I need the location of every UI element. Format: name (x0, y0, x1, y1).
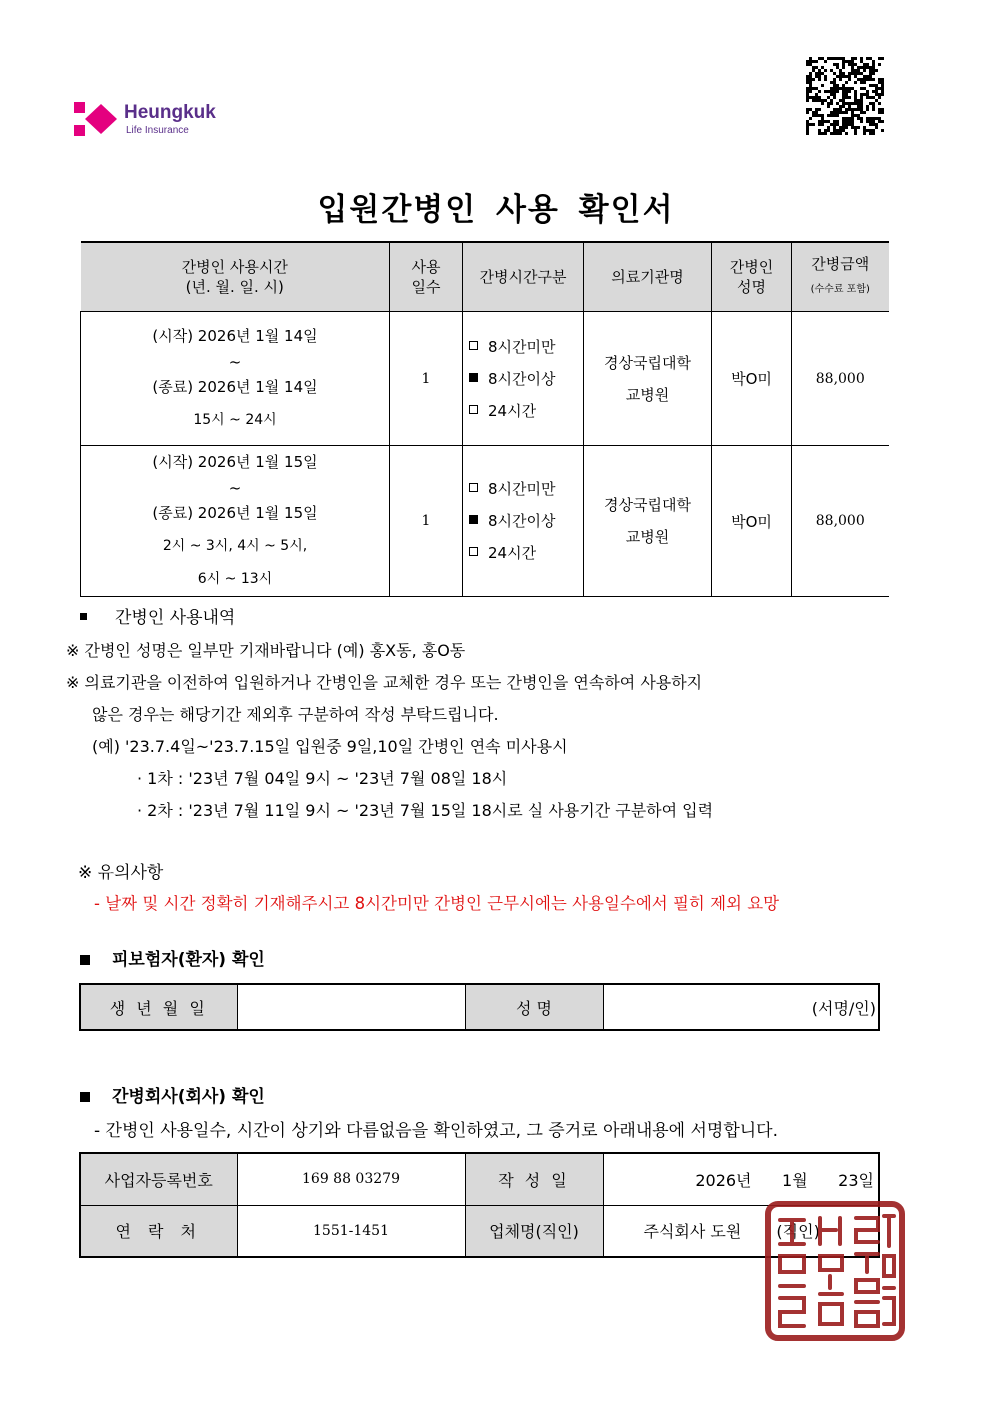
caregiver-name-cell: 박O미 (712, 312, 792, 446)
logo-brand: Heungkuk (124, 102, 216, 123)
usage-note-2a: ※ 의료기관을 이전하여 입원하거나 간병인을 교체한 경우 또는 간병인을 연속하여 사용하지 (66, 673, 703, 692)
company-logo (74, 100, 244, 140)
period-start: (시작) 2026년 1월 15일 (152, 453, 318, 471)
usage-note-1: ※ 간병인 성명은 일부만 기재바랍니다 (예) 홍X동, 홍O동 (66, 641, 466, 660)
company-confirm-table (79, 1152, 880, 1258)
logo-diamond-icon (74, 102, 118, 136)
days-cell: 1 (390, 312, 463, 446)
period-end: (종료) 2026년 1월 14일 (152, 378, 318, 396)
header-name-line2: 성명 (737, 278, 766, 296)
usage-note-2b: 않은 경우는 해당기간 제외후 구분하여 작성 부탁드립니다. (92, 705, 499, 724)
usage-example: (예) '23.7.4일~'23.7.15일 입원중 9일,10일 간병인 연속 미사용시 (92, 737, 568, 756)
header-days (390, 242, 463, 312)
period-hours: 6시 ~ 13시 (197, 571, 273, 587)
option-under-8h[interactable]: 8시간미만 (469, 331, 583, 363)
checkbox-checked-icon (469, 515, 478, 524)
bullet-square-icon (80, 1092, 90, 1102)
patient-confirm-table (79, 983, 880, 1031)
header-fee-label: 간병금액 (811, 255, 870, 273)
type-options-cell (463, 446, 584, 597)
table-row (81, 312, 889, 446)
name-label: 성 명 (465, 984, 603, 1030)
option-24h[interactable]: 24시간 (469, 395, 583, 427)
header-name-line1: 간병인 (729, 258, 774, 276)
checkbox-icon (469, 547, 478, 556)
period-start: (시작) 2026년 1월 14일 (152, 327, 318, 345)
hospital-line2: 교병원 (625, 528, 670, 546)
date-value: 2026년 1월 23일 (603, 1153, 879, 1205)
period-hours: 2시 ~ 3시, 4시 ~ 5시, (162, 538, 308, 554)
patient-heading: 피보험자(환자) 확인 (80, 945, 265, 970)
header-type: 간병시간구분 (463, 242, 584, 312)
hospital-cell (584, 446, 712, 597)
caregiver-usage-table (80, 241, 889, 597)
company-name-label: 업체명(직인) (465, 1205, 603, 1257)
checkbox-icon (469, 341, 478, 350)
logo-subtitle: Life Insurance (126, 125, 189, 136)
contact-value: 1551-1451 (237, 1205, 465, 1257)
header-period-line2: (년. 월. 일. 시) (185, 278, 284, 296)
company-name: 주식회사 도원 (643, 1222, 742, 1242)
usage-example-1: · 1차 : '23년 7월 04일 9시 ~ '23년 7월 08일 18시 (137, 769, 508, 788)
header-days-line2: 일수 (411, 278, 441, 296)
checkbox-checked-icon (469, 373, 478, 382)
option-over-8h[interactable]: 8시간이상 (469, 505, 583, 537)
period-tilde: ~ (228, 479, 242, 497)
days-cell: 1 (390, 446, 463, 597)
fee-cell: 88,000 (792, 446, 889, 597)
birth-field[interactable] (237, 984, 465, 1030)
seal-placeholder: (직인) (776, 1222, 820, 1242)
option-24h[interactable]: 24시간 (469, 537, 583, 569)
reg-number-label: 사업자등록번호 (80, 1153, 237, 1205)
signature-field[interactable] (603, 984, 879, 1030)
company-seal-icon (764, 1200, 906, 1342)
header-period-line1: 간병인 사용시간 (181, 258, 288, 276)
bullet-square-icon (80, 955, 90, 965)
caregiver-name-cell: 박O미 (712, 446, 792, 597)
date-label: 작 성 일 (465, 1153, 603, 1205)
document-title: 입원간병인 사용 확인서 (317, 192, 675, 228)
period-tilde: ~ (228, 353, 242, 371)
hospital-line1: 경상국립대학 (604, 496, 691, 514)
contact-label: 연 락 처 (80, 1205, 237, 1257)
bullet-square-icon (80, 613, 87, 620)
usage-example-2: · 2차 : '23년 7월 11일 9시 ~ '23년 7월 15일 18시로 실 사용기간 구분하여 입력 (137, 801, 714, 820)
fee-cell: 88,000 (792, 312, 889, 446)
header-fee (792, 242, 889, 312)
checkbox-icon (469, 405, 478, 414)
header-hospital: 의료기관명 (584, 242, 712, 312)
table-header-row (81, 242, 889, 312)
hospital-cell (584, 312, 712, 446)
period-hours: 15시 ~ 24시 (193, 412, 277, 428)
type-options-cell (463, 312, 584, 446)
caution-heading: ※ 유의사항 (78, 863, 164, 883)
hospital-line1: 경상국립대학 (604, 353, 691, 372)
table-row (81, 446, 889, 597)
option-under-8h[interactable]: 8시간미만 (469, 473, 583, 505)
birth-label: 생 년 월 일 (80, 984, 237, 1030)
header-caregiver-name (712, 242, 792, 312)
reg-number-value: 169 88 03279 (237, 1153, 465, 1205)
qr-code-icon (806, 57, 884, 135)
header-days-line1: 사용 (411, 258, 441, 276)
hospital-line2: 교병원 (625, 385, 670, 404)
header-period (81, 242, 390, 312)
period-cell (81, 312, 390, 446)
caution-text: - 날짜 및 시간 정확히 기재해주시고 8시간미만 간병인 근무시에는 사용일수에서 필히 제외 요망 (94, 894, 780, 913)
header-fee-note: (수수료 포함) (810, 284, 870, 295)
company-statement: - 간병인 사용일수, 시간이 상기와 다름없음을 확인하였고, 그 증거로 아래내용에 서명합니다. (94, 1121, 778, 1141)
checkbox-icon (469, 483, 478, 492)
company-heading: 간병회사(회사) 확인 (80, 1082, 265, 1107)
period-end: (종료) 2026년 1월 15일 (152, 504, 318, 522)
sign-mark: (서명/인) (811, 998, 876, 1018)
option-over-8h[interactable]: 8시간이상 (469, 363, 583, 395)
usage-heading: 간병인 사용내역 (80, 603, 235, 628)
period-cell (81, 446, 390, 597)
